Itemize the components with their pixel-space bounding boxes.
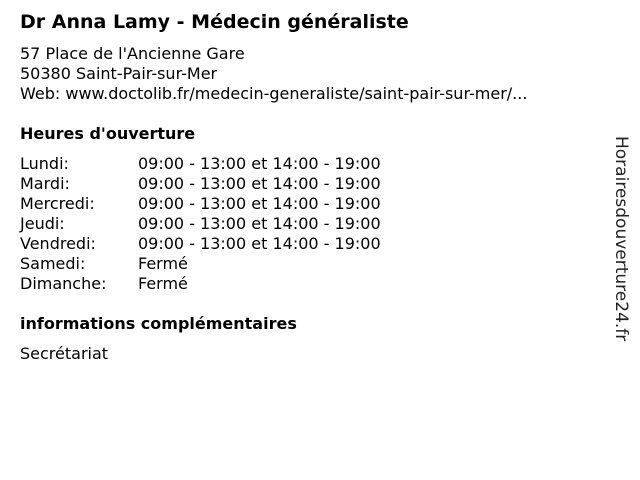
day-label: Dimanche: (20, 274, 107, 293)
hours-row-friday (20, 234, 381, 254)
additional-info-heading: informations complémentaires (20, 314, 297, 333)
day-hours: Fermé (138, 254, 188, 273)
opening-hours-heading: Heures d'ouverture (20, 124, 196, 143)
day-hours: 09:00 - 13:00 et 14:00 - 19:00 (138, 214, 381, 233)
website-link[interactable]: Web: www.doctolib.fr/medecin-generaliste/saint-pair-sur-mer/... (20, 84, 528, 103)
day-label: Samedi: (20, 254, 86, 273)
day-hours: 09:00 - 13:00 et 14:00 - 19:00 (138, 234, 381, 253)
hours-row-thursday (20, 214, 381, 234)
hours-row-tuesday (20, 174, 381, 194)
day-label: Jeudi: (20, 214, 65, 233)
page-title: Dr Anna Lamy - Médecin généraliste (20, 11, 409, 33)
day-label: Mardi: (20, 174, 70, 193)
additional-info-text: Secrétariat (20, 344, 109, 363)
hours-row-sunday (20, 274, 381, 294)
hours-row-monday (20, 154, 381, 174)
day-hours: 09:00 - 13:00 et 14:00 - 19:00 (138, 154, 381, 173)
day-label: Lundi: (20, 154, 69, 173)
address-block (20, 44, 527, 104)
day-label: Mercredi: (20, 194, 95, 213)
day-label: Vendredi: (20, 234, 96, 253)
opening-hours-table (20, 154, 381, 294)
hours-row-wednesday (20, 194, 381, 214)
hours-row-saturday (20, 254, 381, 274)
day-hours: 09:00 - 13:00 et 14:00 - 19:00 (138, 194, 381, 213)
address-city: 50380 Saint-Pair-sur-Mer (20, 64, 218, 83)
site-watermark: Horairesdouverture24.fr (611, 136, 631, 342)
day-hours: 09:00 - 13:00 et 14:00 - 19:00 (138, 174, 381, 193)
day-hours: Fermé (138, 274, 188, 293)
address-street: 57 Place de l'Ancienne Gare (20, 44, 245, 63)
